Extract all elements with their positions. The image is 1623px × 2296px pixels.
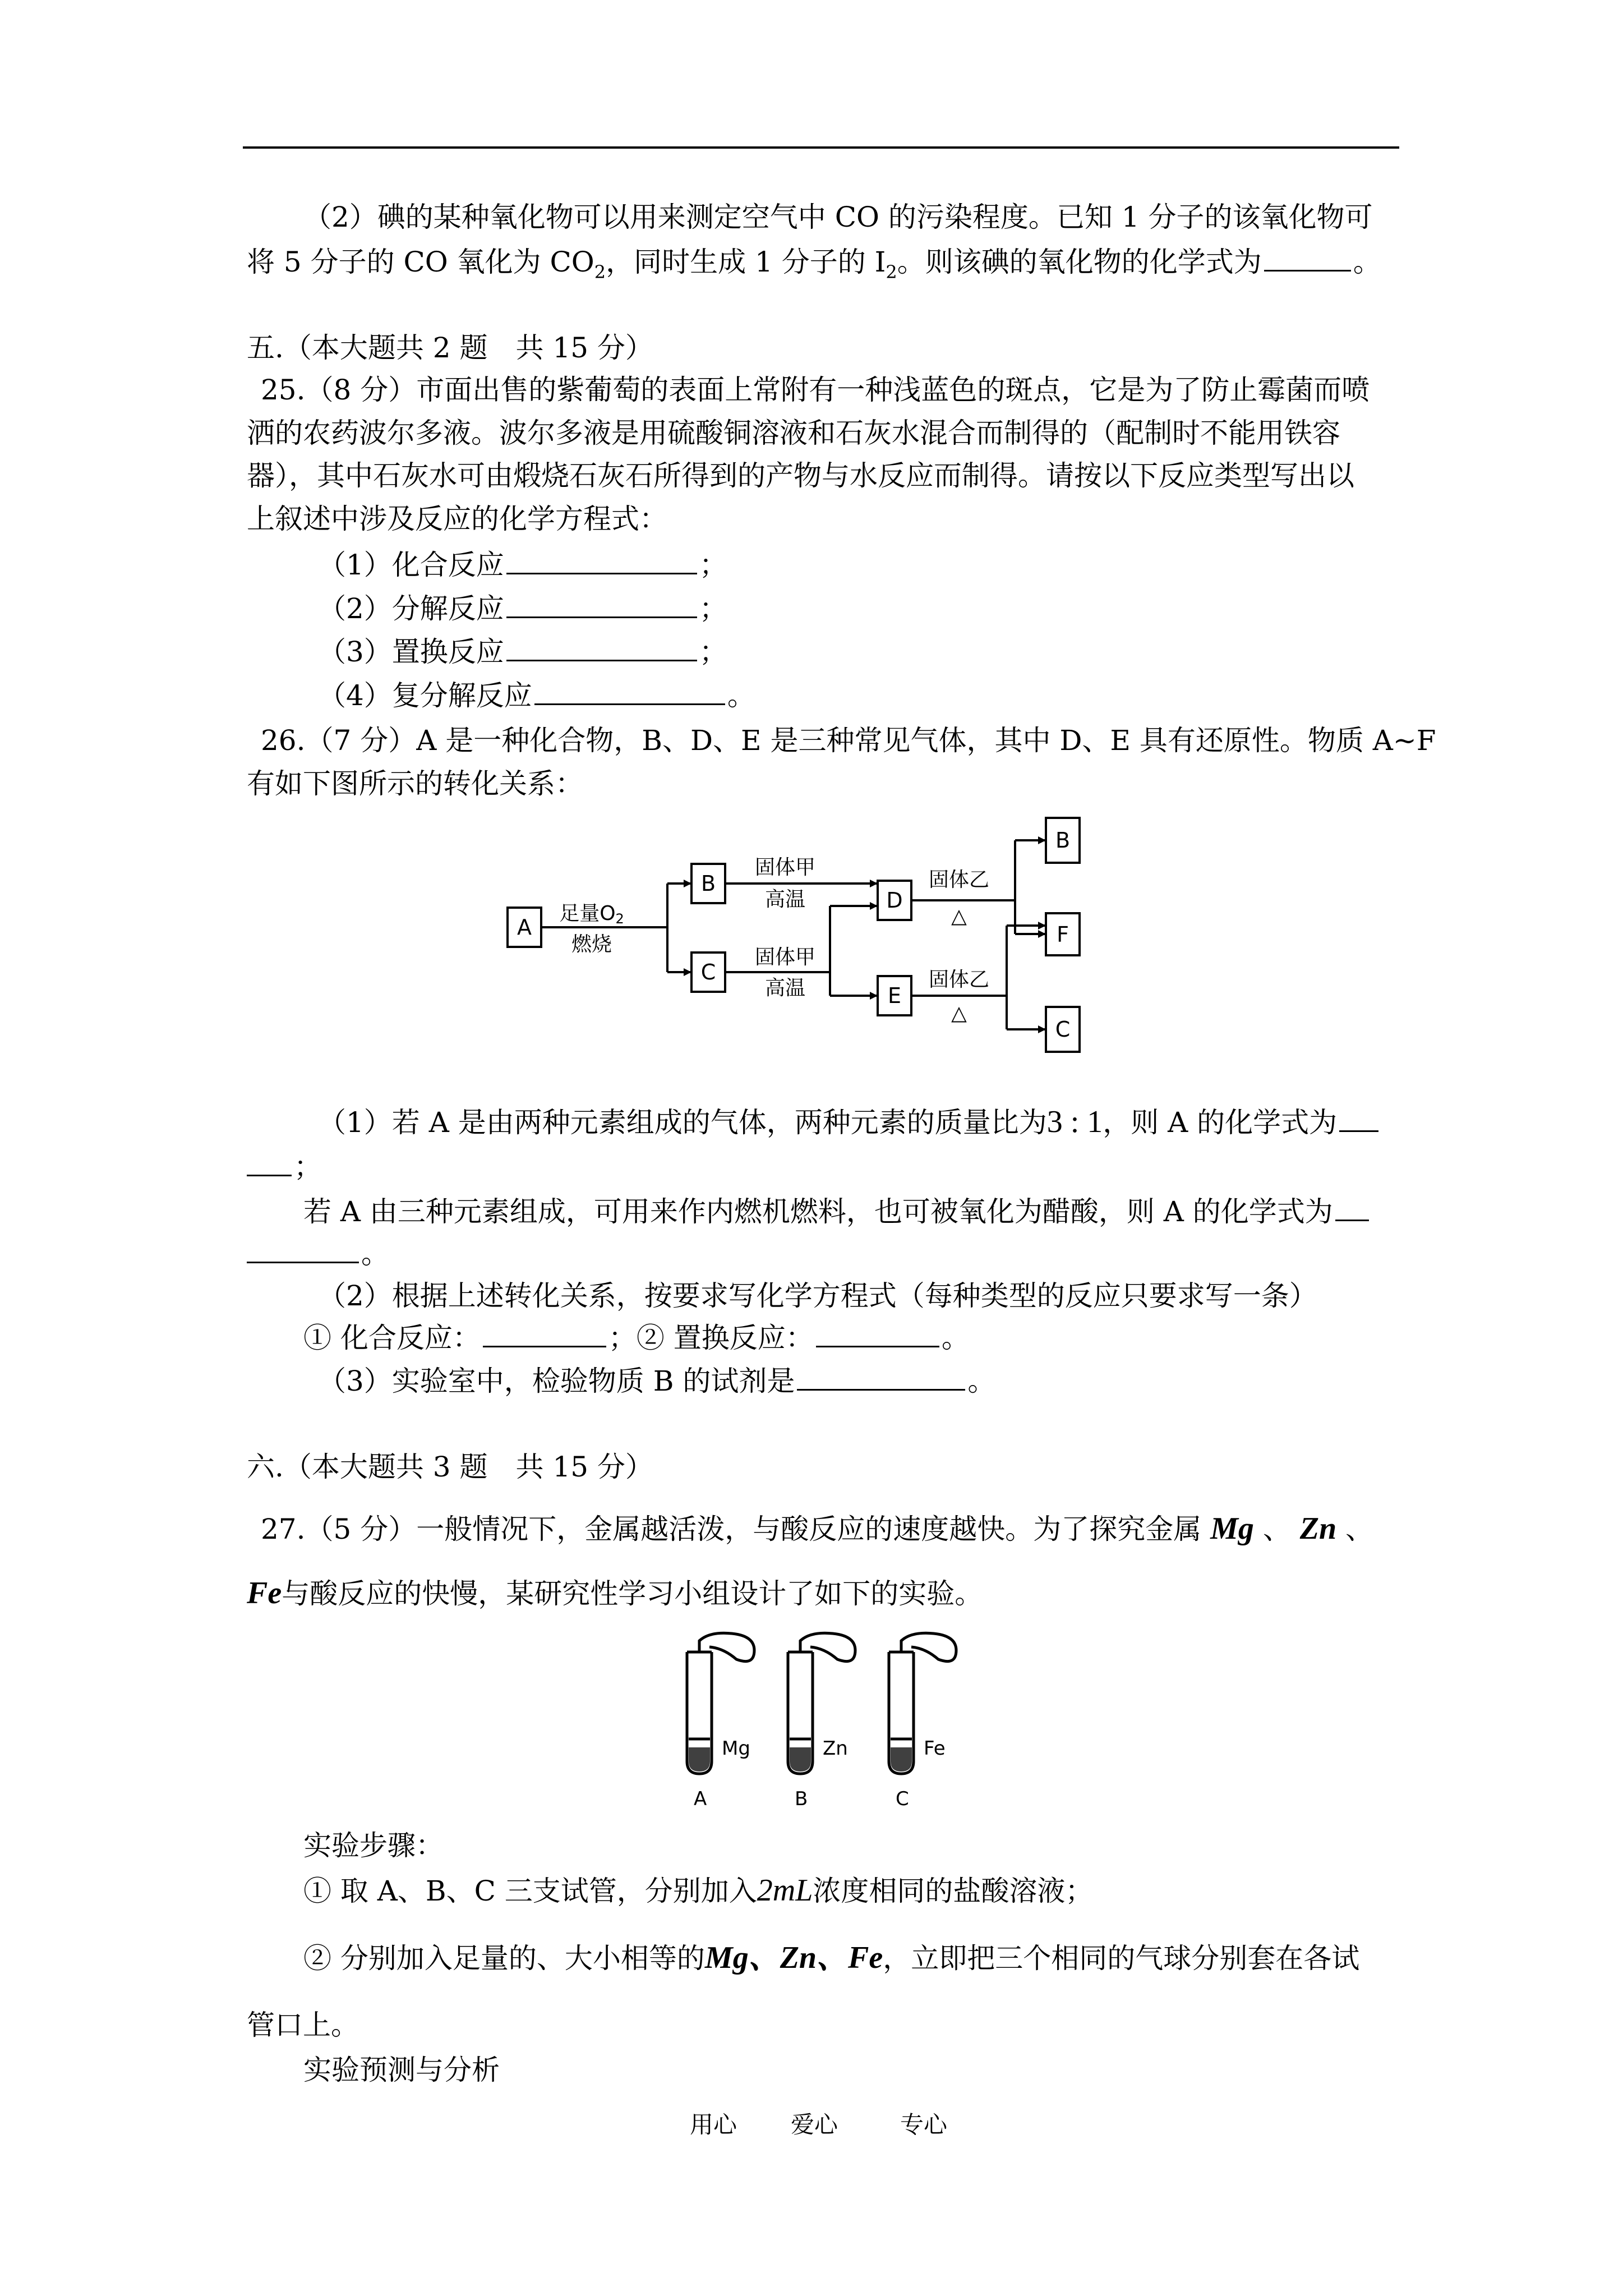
q24-2-line1: （2）碘的某种氧化物可以用来测定空气中 CO 的污染程度。已知 1 分子的该氧化物可 — [303, 201, 1373, 233]
edge-c-top: 固体甲 — [754, 946, 816, 969]
answer-blank[interactable] — [506, 590, 697, 618]
q25-line1: 25.（8 分）市面出售的紫葡萄的表面上常附有一种浅蓝色的斑点，它是为了防止霉菌而喷 — [261, 374, 1370, 406]
q26-p1b-line1: 若 A 由三种元素组成，可用来作内燃机燃料，也可被氧化为醋酸，则 A 的化学式为 — [303, 1192, 1371, 1231]
tube-a-label: A — [694, 1788, 707, 1810]
q25-item-1: （1）化合反应 ； — [318, 545, 727, 585]
answer-blank[interactable] — [1339, 1103, 1378, 1132]
q26-line1: 26.（7 分）A 是一种化合物，B、D、E 是三种常见气体，其中 D、E 具有还原性。物质 A~F — [261, 724, 1436, 757]
q24-2-line2: 将 5 分子的 CO 氧化为 $CO_2$，同时生成 1 分子的 $I_2$。则该碘的氧化物的化学式为 。 — [247, 242, 1381, 292]
answer-blank[interactable] — [797, 1362, 965, 1391]
section5-heading: 五.（本大题共 2 题 共 15 分） — [247, 332, 653, 364]
q25-line2: 洒的农药波尔多液。波尔多液是用硫酸铜溶液和石灰水混合而制得的（配制时不能用铁容 — [247, 417, 1340, 449]
q27-steps-heading: 实验步骤： — [303, 1829, 444, 1862]
edge-d-bottom: △ — [951, 905, 967, 928]
tube-b-label: B — [795, 1788, 808, 1810]
q26-p3-line: （3）实验室中，检验物质 B 的试剂是 。 — [318, 1361, 995, 1401]
q25-item-4: （4）复分解反应 。 — [318, 676, 755, 715]
node-a-label: A — [517, 915, 532, 940]
q27-test-tubes-figure — [670, 1627, 990, 1818]
node-e-label: E — [887, 983, 902, 1008]
q26-p1b-line2: 。 — [247, 1234, 389, 1273]
q27-step2-line2: 管口上。 — [247, 2009, 359, 2041]
footer-text-2: 爱心 — [791, 2111, 838, 2138]
node-d-label: D — [886, 888, 903, 913]
edge-c-bottom: 高温 — [764, 977, 806, 1000]
tube-a-metal: Mg — [722, 1737, 750, 1760]
header-rule — [243, 146, 1399, 149]
edge-a-top: 足量O2 — [559, 902, 624, 927]
q26-flow-diagram — [494, 808, 1138, 1083]
answer-blank[interactable] — [247, 1235, 359, 1263]
edge-e-top: 固体乙 — [928, 968, 990, 991]
answer-blank[interactable] — [247, 1148, 292, 1176]
q27-line2: Fe与酸反应的快慢，某研究性学习小组设计了如下的实验。 — [247, 1576, 983, 1611]
tube-b-metal: Zn — [823, 1737, 848, 1760]
q25-item-3: （3）置换反应 ； — [318, 632, 727, 671]
tube-c-metal: Fe — [924, 1737, 946, 1760]
section6-heading: 六.（本大题共 3 题 共 15 分） — [247, 1451, 653, 1483]
q27-step2: ② 分别加入足量的、大小相等的Mg、Zn、Fe，立即把三个相同的气球分别套在各试 — [303, 1940, 1360, 1975]
answer-blank[interactable] — [1264, 243, 1351, 272]
edge-d-top: 固体乙 — [928, 868, 990, 891]
node-c2-label: C — [1055, 1017, 1071, 1042]
answer-blank[interactable] — [816, 1319, 939, 1347]
edge-b-top: 固体甲 — [754, 856, 816, 879]
edge-a-bottom: 燃烧 — [571, 933, 612, 956]
edge-b-bottom: 高温 — [764, 888, 806, 911]
answer-blank[interactable] — [506, 633, 697, 661]
node-f-label: F — [1057, 922, 1069, 947]
answer-blank[interactable] — [506, 546, 697, 574]
node-b-label: B — [700, 871, 716, 896]
answer-blank[interactable] — [483, 1319, 606, 1347]
edge-e-bottom: △ — [951, 1002, 967, 1025]
q27-line1: 27.（5 分）一般情况下，金属越活泼，与酸反应的速度越快。为了探究金属 Mg 、 Zn 、 — [261, 1511, 1374, 1546]
footer-text-3: 专心 — [900, 2111, 948, 2138]
q26-p2-line: （2）根据上述转化关系，按要求写化学方程式（每种类型的反应只要求写一条） — [318, 1280, 1317, 1312]
answer-blank[interactable] — [1335, 1193, 1369, 1221]
q25-line4: 上叙述中涉及反应的化学方程式： — [247, 503, 667, 535]
q26-p1-line1: （1）若 A 是由两种元素组成的气体，两种元素的质量比为3 : 1，则 A 的化学式为 — [318, 1102, 1381, 1142]
node-c-label: C — [700, 960, 716, 984]
footer-text-1: 用心 — [690, 2111, 737, 2138]
q26-line2: 有如下图所示的转化关系： — [247, 767, 583, 800]
q27-step1: ① 取 A、B、C 三支试管，分别加入2mL浓度相同的盐酸溶液； — [303, 1873, 1094, 1908]
q26-p1-line2: ； — [247, 1147, 322, 1186]
node-b2-label: B — [1055, 828, 1071, 853]
q27-analysis-heading: 实验预测与分析 — [303, 2054, 500, 2086]
answer-blank[interactable] — [534, 677, 725, 705]
q25-line3: 器），其中石灰水可由煅烧石灰石所得到的产物与水反应而制得。请按以下反应类型写出以 — [247, 459, 1354, 492]
q26-p2-items: ① 化合反应： ；② 置换反应： 。 — [303, 1318, 970, 1358]
q25-item-2: （2）分解反应 ； — [318, 589, 727, 628]
tube-c-label: C — [896, 1788, 909, 1810]
